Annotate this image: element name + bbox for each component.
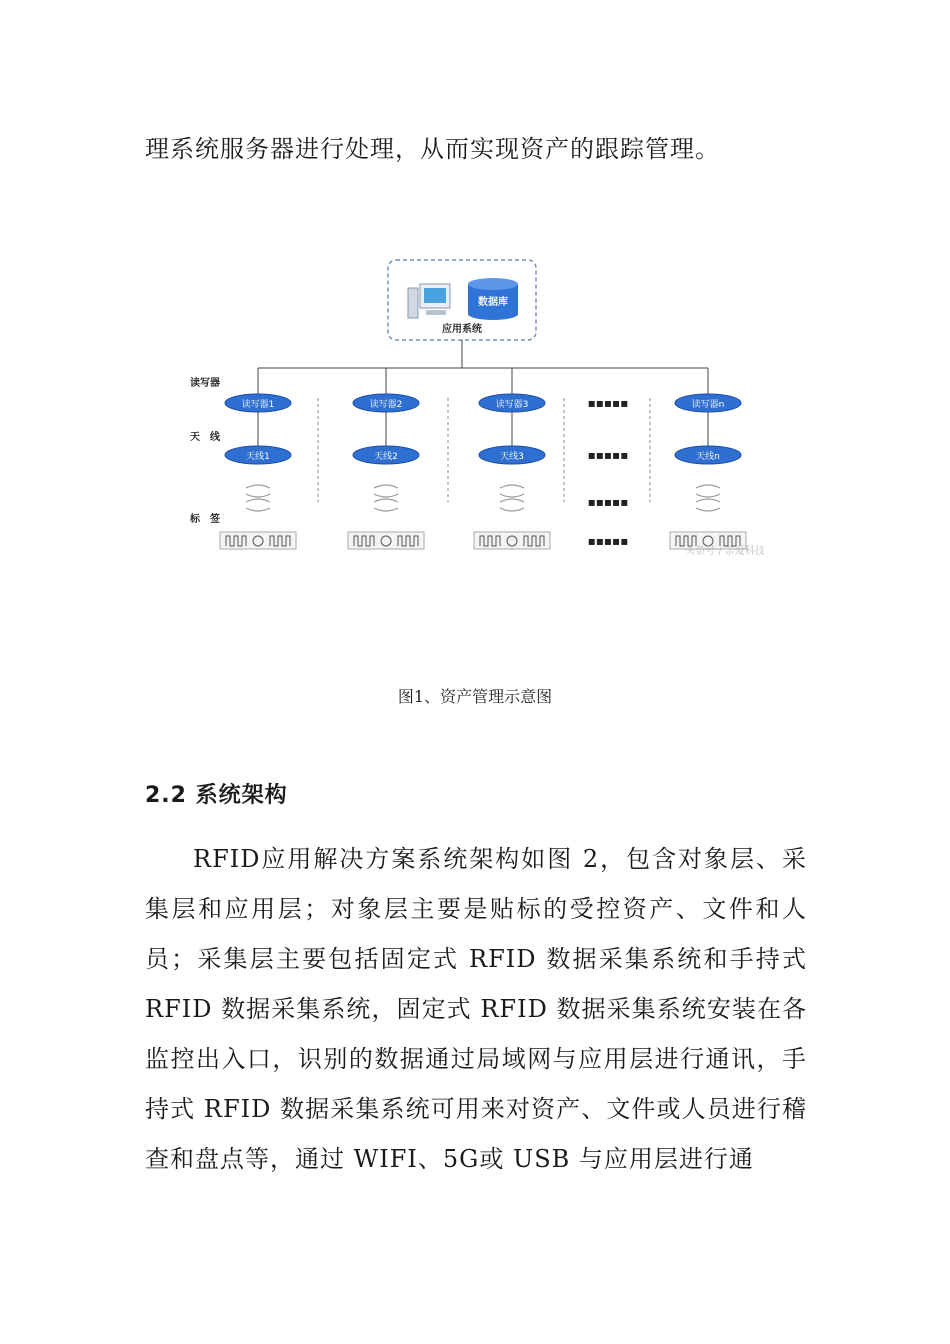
app-system-label: 应用系统 — [442, 324, 482, 335]
column-n — [670, 394, 765, 557]
database-label: 数据库 — [478, 297, 508, 308]
row-label-antenna: 天 线 — [190, 432, 220, 443]
reader-label: 读写器n — [691, 400, 725, 410]
database-icon — [468, 278, 518, 320]
reader-label: 读写器1 — [241, 400, 275, 410]
antenna-label: 天线1 — [246, 452, 270, 462]
column-3 — [474, 394, 550, 549]
ellipsis-marker: ▪▪▪▪▪ — [587, 396, 629, 410]
ellipsis-marker: ▪▪▪▪▪ — [587, 448, 629, 462]
row-label-reader: 读写器 — [190, 378, 220, 389]
figure-caption: 图1、资产管理示意图 — [397, 687, 553, 706]
antenna-label: 天线2 — [374, 452, 398, 462]
ellipsis-marker: ▪▪▪▪▪ — [587, 534, 629, 548]
signal-wave-icon — [374, 485, 398, 511]
reader-label: 读写器2 — [369, 400, 403, 410]
computer-icon — [408, 284, 450, 318]
reader-label: 读写器3 — [495, 400, 529, 410]
antenna-label: 天线n — [696, 452, 720, 462]
signal-wave-icon — [696, 485, 720, 511]
asset-management-diagram — [180, 252, 780, 572]
column-2 — [348, 394, 424, 549]
paragraph-top: 理系统服务器进行处理，从而实现资产的跟踪管理。 — [145, 135, 720, 163]
row-label-tag: 标 签 — [190, 514, 220, 525]
rfid-tag-icon — [474, 532, 550, 549]
rfid-tag-icon — [348, 532, 424, 549]
watermark: 头条号 / 亲爱科技 — [685, 546, 765, 557]
signal-wave-icon — [246, 485, 270, 511]
rfid-tag-icon — [220, 532, 296, 549]
body-paragraph: RFID应用解决方案系统架构如图 2，包含对象层、采集层和应用层；对象层主要是贴标的受控资产、文件和人员；采集层主要包括固定式 RFID 数据采集系统和手持式 RFID 数据采集系统，固定式 RFID 数据采集系统安装在各监控出入口，识别的数据通过局域网与应用层进行通讯，手持式 RFID 数据采集系统可用来对资产、文件或人员进行稽查和盘点等，通过 WIFI、5G或 USB 与应用层进行通 — [145, 845, 807, 1173]
signal-wave-icon — [500, 485, 524, 511]
ellipsis-marker: ▪▪▪▪▪ — [587, 495, 629, 509]
section-heading: 2.2 系统架构 — [145, 783, 288, 808]
antenna-label: 天线3 — [500, 452, 524, 462]
column-1 — [220, 394, 296, 549]
ellipsis-column — [588, 396, 629, 548]
